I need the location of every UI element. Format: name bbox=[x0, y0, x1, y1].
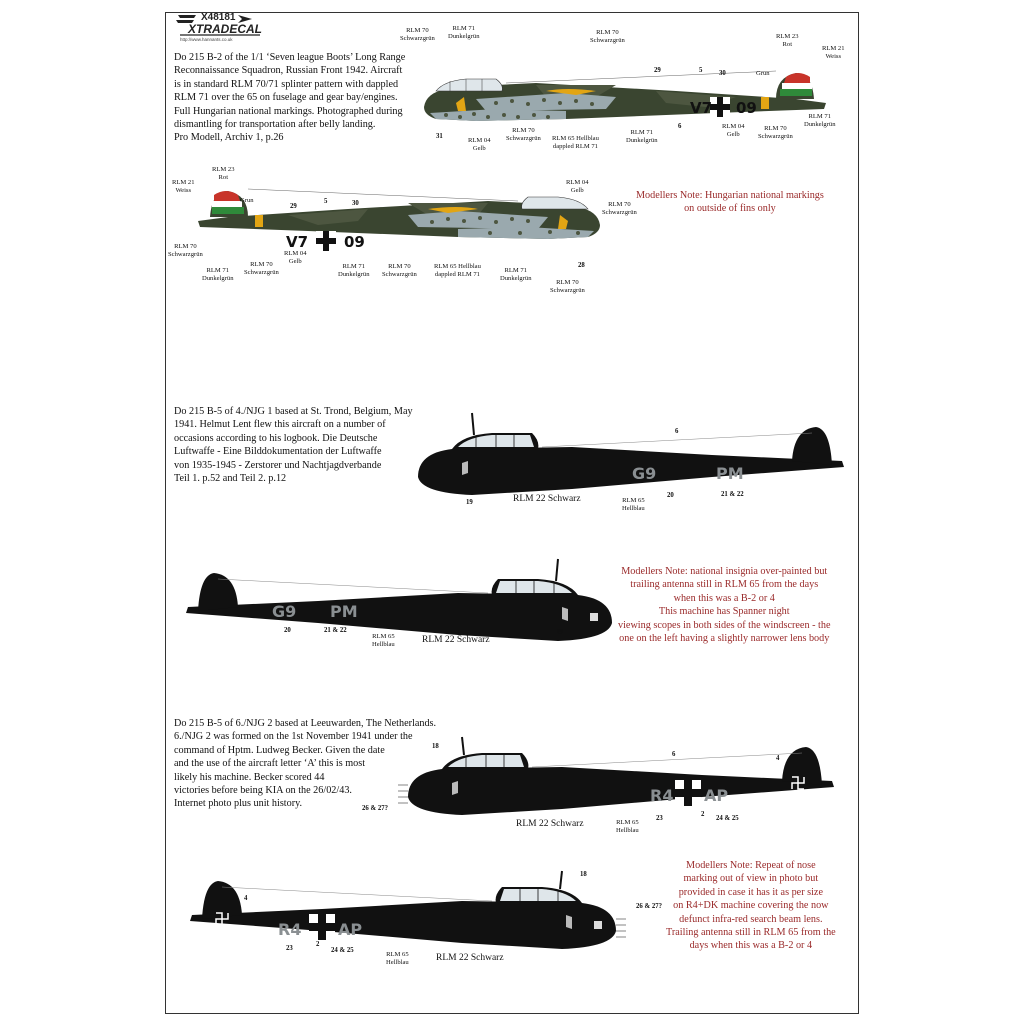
s1-label-rlm71-low: RLM 71 Dunkelgrün bbox=[626, 129, 658, 144]
brand-url: http://www.hannants.co.uk bbox=[180, 37, 233, 42]
s4-label-rlm65: RLM 65 Hellblau bbox=[372, 633, 395, 648]
sheet-code: X48181 bbox=[201, 12, 236, 23]
s1-label-rlm23: RLM 23 Rot bbox=[776, 33, 799, 48]
s1-label-rlm70-low: RLM 70 Schwarzgrün bbox=[506, 127, 541, 142]
s1-label-rlm70-tail: RLM 70 Schwarzgrün bbox=[758, 125, 793, 140]
s6-num-23: 23 bbox=[286, 945, 293, 952]
s2-label-rlm65: RLM 65 Hellblau dappled RLM 71 bbox=[434, 263, 481, 278]
s3-label-schwarz: RLM 22 Schwarz bbox=[513, 494, 581, 504]
s5-num-2: 2 bbox=[701, 811, 705, 818]
s2-label-rlm70-d: RLM 70 Schwarzgrün bbox=[550, 279, 585, 294]
s1-label-grun: Grun bbox=[756, 70, 770, 77]
s3-num-21: 21 & 22 bbox=[721, 491, 744, 498]
s2-label-rlm21: RLM 21 Weiss bbox=[172, 179, 195, 194]
s1-label-rlm71-top: RLM 71 Dunkelgrün bbox=[448, 25, 480, 40]
xtradecal-logo bbox=[168, 13, 268, 51]
section2-code-left: V7 bbox=[286, 233, 309, 251]
s6-label-schwarz: RLM 22 Schwarz bbox=[436, 953, 504, 963]
section4-code-left: G9 bbox=[272, 602, 297, 621]
s3-num-20: 20 bbox=[667, 492, 674, 499]
s4-label-schwarz: RLM 22 Schwarz bbox=[422, 635, 490, 645]
s2-label-rlm71-b: RLM 71 Dunkelgrün bbox=[338, 263, 370, 278]
s5-num-18: 18 bbox=[432, 743, 439, 750]
s5-label-schwarz: RLM 22 Schwarz bbox=[516, 819, 584, 829]
s1-num-5: 5 bbox=[699, 67, 703, 74]
section3-aircraft-profile bbox=[412, 407, 852, 507]
s4-num-19: 19 bbox=[556, 629, 563, 636]
s6-num-4: 4 bbox=[244, 895, 248, 902]
s2-label-rlm04-b: RLM 04 Gelb bbox=[284, 250, 307, 265]
s2-num-29: 29 bbox=[290, 203, 297, 210]
s2-label-rlm23: RLM 23 Rot bbox=[212, 166, 235, 181]
section1-description: Do 215 B-2 of the 1/1 ‘Seven league Boots’ Long Range Reconnaissance Squadron, Russian Front 1942. Aircraft is in standard RLM 70/71 splinter pattern with dappled RLM 71 over the 65 on fuselage and gear bay/engines. Full Hungarian national markings. Photographed during dismantling for transportation after belly landing. Pro Modell, Archiv 1, p.26 bbox=[174, 52, 406, 144]
s3-num-6: 6 bbox=[675, 428, 679, 435]
s2-label-grun: Grun bbox=[240, 197, 254, 204]
s2-num-5: 5 bbox=[324, 198, 328, 205]
s6-label-rlm65: RLM 65 Hellblau bbox=[386, 951, 409, 966]
section3-code-left: G9 bbox=[632, 464, 657, 483]
section3-code-right: PM bbox=[716, 464, 744, 483]
s5-num-26: 26 & 27? bbox=[362, 805, 389, 812]
s6-num-18: 18 bbox=[580, 871, 587, 878]
s2-num-30: 30 bbox=[352, 200, 359, 207]
section5-code-right: AP bbox=[704, 786, 729, 805]
s1-num-31: 31 bbox=[436, 133, 443, 140]
s5-num-24: 24 & 25 bbox=[716, 815, 739, 822]
s2-label-rlm04-nose: RLM 04 Gelb bbox=[566, 179, 589, 194]
s6-num-24: 24 & 25 bbox=[331, 947, 354, 954]
s1-label-rlm70-top: RLM 70 Schwarzgrün bbox=[400, 27, 435, 42]
s5-num-6: 6 bbox=[672, 751, 676, 758]
brand-name: XTRADECAL bbox=[188, 22, 262, 36]
s1-num-6: 6 bbox=[678, 123, 682, 130]
s2-label-rlm70-c: RLM 70 Schwarzgrün bbox=[382, 263, 417, 278]
s1-label-rlm71-tail: RLM 71 Dunkelgrün bbox=[804, 113, 836, 128]
s1-label-rlm04-tail: RLM 04 Gelb bbox=[722, 123, 745, 138]
section1-code-right: 09 bbox=[736, 99, 757, 117]
section6-code-left: R4 bbox=[278, 920, 302, 939]
s3-label-rlm65: RLM 65 Hellblau bbox=[622, 497, 645, 512]
s5-num-23: 23 bbox=[656, 815, 663, 822]
s5-num-4: 4 bbox=[776, 755, 780, 762]
decal-sheet bbox=[165, 12, 859, 1014]
s3-num-19: 19 bbox=[466, 499, 473, 506]
s2-label-rlm70-b: RLM 70 Schwarzgrün bbox=[244, 261, 279, 276]
s1-label-rlm21: RLM 21 Weiss bbox=[822, 45, 845, 60]
s6-num-2: 2 bbox=[316, 941, 320, 948]
section3-description: Do 215 B-5 of 4./NJG 1 based at St. Trond, Belgium, May 1941. Helmut Lent flew this aircraft on a number of occasions according to his logbook. Die Deutsche Luftwaffe - Eine Bilddokumentation der Luftwaffe von 1935-1945 - Zerstorer und Nachtjagdverbande Teil 1. p.52 and Teil 2. p.12 bbox=[174, 406, 413, 485]
s2-label-rlm71-c: RLM 71 Dunkelgrün bbox=[500, 267, 532, 282]
section2-aircraft-profile bbox=[188, 181, 608, 261]
s2-label-rlm71-tail: RLM 71 Dunkelgrün bbox=[202, 267, 234, 282]
section5-code-left: R4 bbox=[650, 786, 674, 805]
section1-code-left: V7 bbox=[690, 99, 713, 117]
section2-code-right: 09 bbox=[344, 233, 365, 251]
s5-label-rlm65: RLM 65 Hellblau bbox=[616, 819, 639, 834]
section2-modellers-note: Modellers Note: Hungarian national markings on outside of fins only bbox=[636, 190, 824, 215]
s1-num-30: 30 bbox=[719, 70, 726, 77]
s1-label-rlm65: RLM 65 Hellblau dappled RLM 71 bbox=[552, 135, 599, 150]
s4-num-20: 20 bbox=[284, 627, 291, 634]
s4-num-21: 21 & 22 bbox=[324, 627, 347, 634]
section4-aircraft-profile bbox=[178, 553, 618, 653]
s2-num-28: 28 bbox=[578, 262, 585, 269]
section4-code-right: PM bbox=[330, 602, 358, 621]
s1-label-rlm70-spine: RLM 70 Schwarzgrün bbox=[590, 29, 625, 44]
section4-modellers-note: Modellers Note: national insignia over-painted but trailing antenna still in RLM 65 from the days when this was a B-2 or 4 This machine has Spanner night viewing scopes in both sides of the windscreen - the one on the left having a slightly narrower lens body bbox=[618, 566, 831, 645]
s1-label-rlm04: RLM 04 Gelb bbox=[468, 137, 491, 152]
s1-num-29: 29 bbox=[654, 67, 661, 74]
section6-code-right: AP bbox=[338, 920, 363, 939]
s2-label-rlm70-tail: RLM 70 Schwarzgrün bbox=[168, 243, 203, 258]
section5-description: Do 215 B-5 of 6./NJG 2 based at Leeuwarden, The Netherlands. 6./NJG 2 was formed on the 1st November 1941 under the command of Hptm. Ludweg Becker. Given the date and the use of the aircraft letter ‘A’ this is most likely his machine. Becker scored 44 victories before being KIA on the 26/02/43. Internet photo plus unit history. bbox=[174, 718, 437, 810]
section6-modellers-note: Modellers Note: Repeat of nose marking out of view in photo but provided in case it has it as per size on R4+DK machine covering the now defunct infra-red search beam lens. Trailing antenna still in RLM 65 from the days when this was a B-2 or 4 bbox=[666, 860, 836, 952]
s6-num-26: 26 & 27? bbox=[636, 903, 663, 910]
s2-label-rlm70-nose: RLM 70 Schwarzgrün bbox=[602, 201, 637, 216]
